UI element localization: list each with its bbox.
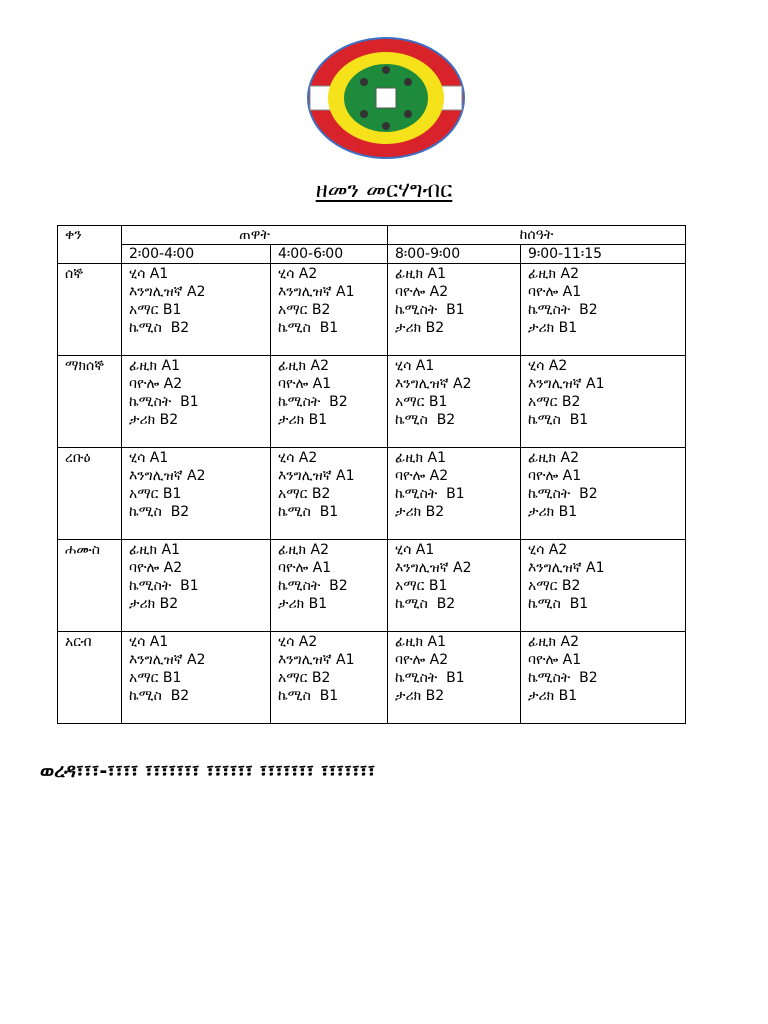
time-header: 2፡00-4፡00 [122, 245, 271, 264]
subject-entry: ፊዚክ A1 [395, 266, 447, 282]
subject-entry: አማር B2 [278, 670, 331, 686]
table-row [58, 264, 686, 356]
subject-entry: ኬሚስ B2 [129, 504, 190, 520]
header-row-groups [58, 226, 686, 245]
schedule-cell [388, 632, 521, 724]
subject-entry: እንግሊዝኛ A2 [129, 652, 206, 668]
table-row [58, 448, 686, 540]
subject-entry: ባዮሎ A2 [129, 376, 183, 392]
time-header: 8፡00-9፡00 [388, 245, 521, 264]
subject-entry: አማር B1 [129, 486, 182, 502]
subject-entry: ባዮሎ A2 [129, 560, 183, 576]
subject-entry: ኬሚስት B1 [129, 394, 199, 410]
day-label: ረቡዕ [58, 448, 122, 540]
schedule-cell [122, 264, 271, 356]
subject-entry: ኬሚስት B2 [528, 670, 598, 686]
subject-entry: ሂሳ A2 [278, 266, 318, 282]
day-label: ሐሙስ [58, 540, 122, 632]
subject-entry: ታሪክ B2 [395, 320, 445, 336]
schedule-cell [388, 356, 521, 448]
subject-entry: ኬሚስ B2 [395, 596, 456, 612]
schedule-cell [521, 540, 686, 632]
schedule-cell [388, 264, 521, 356]
subject-entry: ታሪክ B1 [528, 504, 578, 520]
subject-entry: ኬሚስት B2 [528, 486, 598, 502]
subject-entry: ኬሚስ B1 [278, 688, 339, 704]
subject-entry: እንግሊዝኛ A1 [278, 284, 355, 300]
subject-entry: አማር B2 [278, 486, 331, 502]
subject-entry: ባዮሎ A2 [395, 468, 449, 484]
schedule-cell [271, 356, 388, 448]
subject-entry: ታሪክ B1 [528, 320, 578, 336]
subject-entry: ፊዚክ A2 [528, 634, 580, 650]
subject-entry: ኬሚስት B1 [395, 670, 465, 686]
subject-entry: እንግሊዝኛ A2 [129, 284, 206, 300]
subject-entry: ኬሚስት B1 [129, 578, 199, 594]
subject-entry: ፊዚክ A1 [395, 450, 447, 466]
subject-entry: ታሪክ B1 [278, 412, 328, 428]
subject-entry: አማር B2 [528, 578, 581, 594]
subject-entry: ሂሳ A2 [528, 358, 568, 374]
subject-entry: ፊዚክ A2 [278, 542, 330, 558]
subject-entry: ኬሚስት B2 [278, 578, 348, 594]
subject-entry: ኬሚስት B2 [528, 302, 598, 318]
subject-entry: እንግሊዝኛ A1 [278, 652, 355, 668]
day-label: ሰኞ [58, 264, 122, 356]
session-header: ጠዋት [122, 226, 388, 245]
subject-entry: ሂሳ A1 [395, 358, 435, 374]
schedule-cell [388, 448, 521, 540]
subject-entry: ኬሚስ B2 [395, 412, 456, 428]
subject-entry: እንግሊዝኛ A2 [395, 376, 472, 392]
subject-entry: ታሪክ B2 [129, 596, 179, 612]
subject-entry: ሂሳ A2 [528, 542, 568, 558]
subject-entry: እንግሊዝኛ A2 [395, 560, 472, 576]
schedule-cell [122, 356, 271, 448]
subject-entry: ፊዚክ A2 [278, 358, 330, 374]
table-row [58, 632, 686, 724]
subject-entry: ሂሳ A1 [129, 266, 169, 282]
schedule-cell [271, 540, 388, 632]
subject-entry: ታሪክ B2 [395, 688, 445, 704]
schedule-cell [271, 632, 388, 724]
table-row [58, 540, 686, 632]
day-label: ማክሰኞ [58, 356, 122, 448]
subject-entry: ፊዚክ A1 [395, 634, 447, 650]
subject-entry: ታሪክ B1 [278, 596, 328, 612]
subject-entry: ኬሚስ B1 [278, 320, 339, 336]
subject-entry: ሂሳ A2 [278, 634, 318, 650]
corner-header: ቀን [58, 226, 122, 264]
subject-entry: ኬሚስት B2 [278, 394, 348, 410]
day-label: አርብ [58, 632, 122, 724]
subject-entry: እንግሊዝኛ A2 [129, 468, 206, 484]
subject-entry: ኬሚስ B1 [528, 596, 589, 612]
schedule-cell [271, 448, 388, 540]
subject-entry: ኬሚስ B2 [129, 688, 190, 704]
subject-entry: አማር B1 [395, 578, 448, 594]
subject-entry: ባዮሎ A2 [395, 652, 449, 668]
subject-entry: ኬሚስ B1 [278, 504, 339, 520]
subject-entry: አማር B1 [129, 302, 182, 318]
subject-entry: ኬሚስት B1 [395, 486, 465, 502]
subject-entry: ባዮሎ A1 [528, 652, 582, 668]
schedule-cell [521, 356, 686, 448]
subject-entry: ኬሚስ B1 [528, 412, 589, 428]
subject-entry: እንግሊዝኛ A1 [528, 560, 605, 576]
session-header: ከሰዓት [388, 226, 686, 245]
subject-entry: ባዮሎ A1 [278, 560, 332, 576]
subject-entry: ባዮሎ A1 [528, 468, 582, 484]
header-row-times [58, 245, 686, 264]
subject-entry: አማር B1 [395, 394, 448, 410]
subject-entry: ባዮሎ A1 [528, 284, 582, 300]
schedule-cell [122, 540, 271, 632]
subject-entry: እንግሊዝኛ A1 [278, 468, 355, 484]
subject-entry: ኬሚስት B1 [395, 302, 465, 318]
time-header: 9፡00-11፡15 [521, 245, 686, 264]
footer-text: ወረዳ፣፣፣-፣፣፣፣ ፣፣፣፣፣፣፣ ፣፣፣፣፣፣ ፣፣፣፣፣፣፣ ፣፣፣፣፣፣፣ [40, 760, 376, 782]
subject-entry: አማር B1 [129, 670, 182, 686]
schedule-table [57, 225, 686, 724]
schedule-cell [271, 264, 388, 356]
subject-entry: አማር B2 [278, 302, 331, 318]
subject-entry: ታሪክ B1 [528, 688, 578, 704]
subject-entry: አማር B2 [528, 394, 581, 410]
subject-entry: ሂሳ A1 [129, 634, 169, 650]
schedule-cell [122, 448, 271, 540]
subject-entry: ፊዚክ A2 [528, 266, 580, 282]
schedule-cell [388, 540, 521, 632]
subject-entry: ፊዚክ A2 [528, 450, 580, 466]
schedule-cell [122, 632, 271, 724]
subject-entry: ሂሳ A1 [395, 542, 435, 558]
subject-entry: ባዮሎ A2 [395, 284, 449, 300]
subject-entry: ታሪክ B2 [129, 412, 179, 428]
subject-entry: ታሪክ B2 [395, 504, 445, 520]
schedule-cell [521, 632, 686, 724]
school-seal-logo-icon [306, 36, 466, 160]
time-header: 4፡00-6፡00 [271, 245, 388, 264]
subject-entry: ፊዚክ A1 [129, 542, 181, 558]
schedule-cell [521, 448, 686, 540]
subject-entry: ኬሚስ B2 [129, 320, 190, 336]
schedule-cell [521, 264, 686, 356]
subject-entry: ሂሳ A1 [129, 450, 169, 466]
subject-entry: ፊዚክ A1 [129, 358, 181, 374]
table-row [58, 356, 686, 448]
document-title: ዘመን መርሃግብር [315, 178, 453, 203]
subject-entry: እንግሊዝኛ A1 [528, 376, 605, 392]
subject-entry: ባዮሎ A1 [278, 376, 332, 392]
subject-entry: ሂሳ A2 [278, 450, 318, 466]
